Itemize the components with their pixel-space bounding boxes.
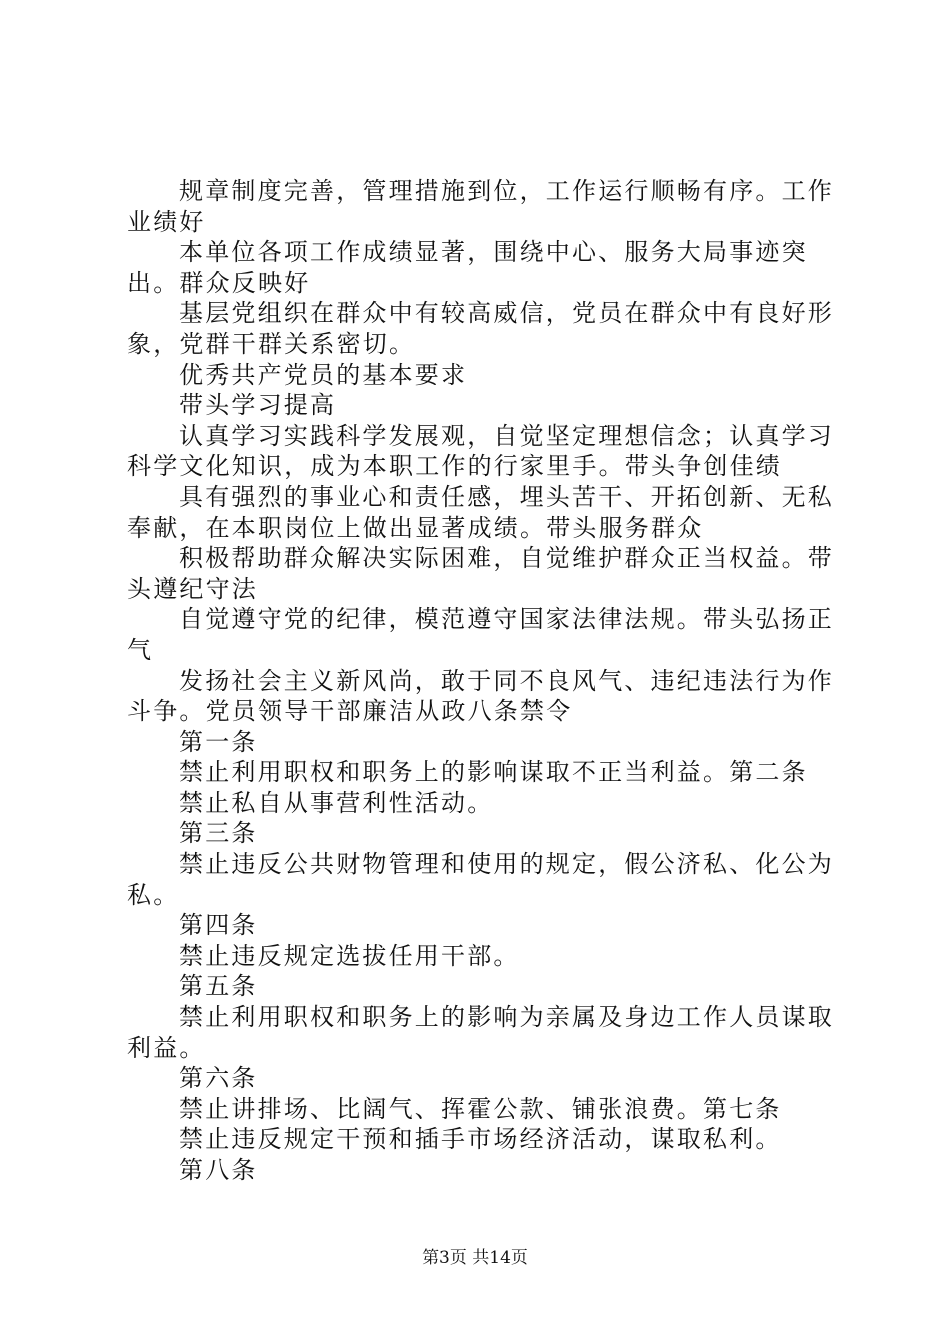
article-heading: 第八条 <box>179 1156 258 1184</box>
page-number-footer: 第3页 共14页 <box>422 1248 528 1268</box>
article-heading: 第一条 <box>179 727 258 756</box>
article-heading: 第五条 <box>179 972 258 1001</box>
paragraph: 本单位各项工作成绩显著，围绕中心、服务大局事迹突出。群众反映好 <box>127 238 808 297</box>
subheading: 带头学习提高 <box>179 391 337 420</box>
article-heading: 第四条 <box>179 911 258 940</box>
paragraph: 基层党组织在群众中有较高威信，党员在群众中有良好形象，党群干群关系密切。 <box>127 299 834 358</box>
article-heading: 第三条 <box>179 819 258 848</box>
paragraph: 禁止私自从事营利性活动。 <box>179 788 494 817</box>
paragraph: 自觉遵守党的纪律，模范遵守国家法律法规。带头弘扬正气 <box>127 605 834 664</box>
paragraph: 规章制度完善，管理措施到位，工作运行顺畅有序。工作业绩好 <box>127 177 834 236</box>
paragraph: 禁止违反公共财物管理和使用的规定，假公济私、化公为私。 <box>127 850 834 909</box>
document-body <box>127 176 847 1186</box>
paragraph: 认真学习实践科学发展观，自觉坚定理想信念；认真学习科学文化知识，成为本职工作的行家里手。带头争创佳绩 <box>127 421 834 481</box>
paragraph: 禁止利用职权和职务上的影响为亲属及身边工作人员谋取利益。 <box>127 1003 834 1062</box>
article-heading: 第六条 <box>179 1064 258 1093</box>
paragraph: 积极帮助群众解决实际困难，自觉维护群众正当权益。带头遵纪守法 <box>127 544 834 603</box>
paragraph: 禁止违反规定干预和插手市场经济活动，谋取私利。 <box>179 1125 782 1154</box>
paragraph: 禁止讲排场、比阔气、挥霍公款、铺张浪费。第七条 <box>179 1094 782 1123</box>
paragraph: 禁止违反规定选拔任用干部。 <box>179 941 520 970</box>
paragraph: 发扬社会主义新风尚，敢于同不良风气、违纪违法行为作斗争。党员领导干部廉洁从政八条禁令 <box>127 666 834 726</box>
paragraph: 具有强烈的事业心和责任感，埋头苦干、开拓创新、无私奉献，在本职岗位上做出显著成绩。带头服务群众 <box>127 482 834 542</box>
section-heading: 优秀共产党员的基本要求 <box>179 360 468 389</box>
paragraph: 禁止利用职权和职务上的影响谋取不正当利益。第二条 <box>179 758 808 787</box>
